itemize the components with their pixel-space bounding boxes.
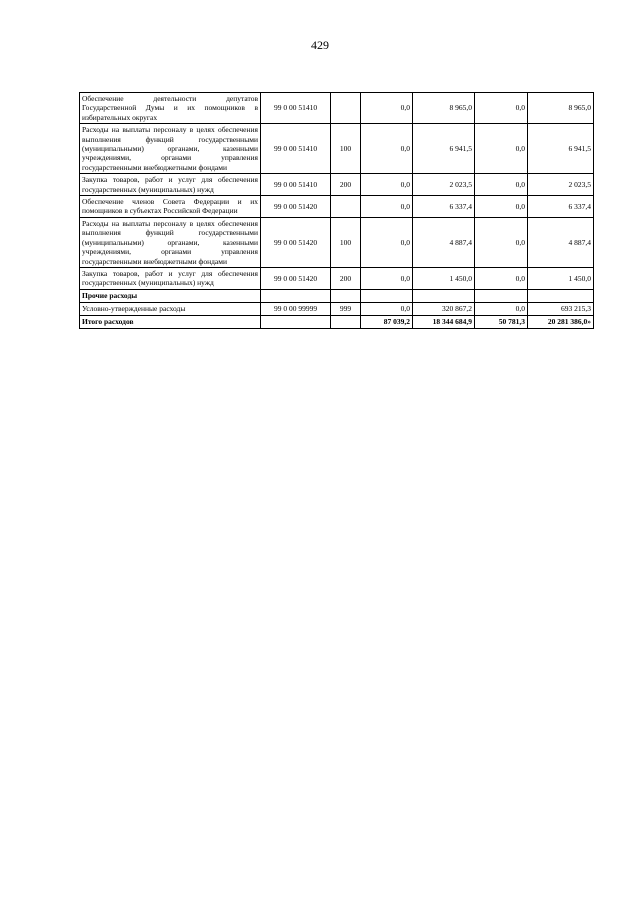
row-value-2: 6 941,5 (413, 124, 475, 174)
total-row (80, 315, 594, 328)
row-value-2: 18 344 684,9 (413, 315, 475, 328)
row-value-2 (413, 289, 475, 302)
row-name: Условно-утвержденные расходы (80, 302, 261, 315)
row-name: Итого расходов (80, 315, 261, 328)
row-value-3: 0,0 (475, 217, 528, 267)
row-value-3: 0,0 (475, 174, 528, 196)
row-value-4 (528, 289, 594, 302)
row-vr: 200 (331, 174, 361, 196)
row-vr: 999 (331, 302, 361, 315)
row-value-2: 8 965,0 (413, 93, 475, 124)
table-row (80, 217, 594, 267)
table-row (80, 93, 594, 124)
row-name: Расходы на выплаты персоналу в целях обеспечения выполнения функций государственными (муниципальными) органами, казенными учреждениями, органами управления государственными внебюджетными фондами (80, 217, 261, 267)
row-vr (331, 315, 361, 328)
row-code (261, 289, 331, 302)
row-value-4: 8 965,0 (528, 93, 594, 124)
row-vr: 100 (331, 217, 361, 267)
row-value-1: 0,0 (361, 174, 413, 196)
row-value-2: 1 450,0 (413, 267, 475, 289)
row-code: 99 0 00 51410 (261, 174, 331, 196)
table-row (80, 174, 594, 196)
row-vr: 200 (331, 267, 361, 289)
page-number: 429 (311, 38, 329, 52)
table-body (80, 93, 594, 329)
row-code: 99 0 00 51420 (261, 267, 331, 289)
expenditure-table (79, 92, 594, 329)
row-code: 99 0 00 51420 (261, 217, 331, 267)
row-vr: 100 (331, 124, 361, 174)
row-value-2: 4 887,4 (413, 217, 475, 267)
row-value-1: 0,0 (361, 196, 413, 218)
row-vr (331, 196, 361, 218)
row-value-4: 1 450,0 (528, 267, 594, 289)
table-row (80, 267, 594, 289)
row-value-3: 0,0 (475, 196, 528, 218)
row-value-4: 4 887,4 (528, 217, 594, 267)
row-vr (331, 289, 361, 302)
table-row (80, 302, 594, 315)
row-name: Обеспечение деятельности депутатов Государственной Думы и их помощников в избирательных округах (80, 93, 261, 124)
row-code: 99 0 00 99999 (261, 302, 331, 315)
row-value-1: 0,0 (361, 267, 413, 289)
row-code (261, 315, 331, 328)
row-value-2: 320 867,2 (413, 302, 475, 315)
row-name: Прочие расходы (80, 289, 261, 302)
table-row (80, 124, 594, 174)
row-value-4: 2 023,5 (528, 174, 594, 196)
row-value-1: 87 039,2 (361, 315, 413, 328)
row-value-2: 2 023,5 (413, 174, 475, 196)
row-value-1: 0,0 (361, 302, 413, 315)
row-code: 99 0 00 51410 (261, 124, 331, 174)
row-name: Закупка товаров, работ и услуг для обеспечения государственных (муниципальных) нужд (80, 174, 261, 196)
row-value-1: 0,0 (361, 93, 413, 124)
row-name: Расходы на выплаты персоналу в целях обеспечения выполнения функций государственными (муниципальными) органами, казенными учреждениями, органами управления государственными внебюджетными фондами (80, 124, 261, 174)
table-row (80, 196, 594, 218)
row-value-1 (361, 289, 413, 302)
row-value-4: 6 941,5 (528, 124, 594, 174)
row-code: 99 0 00 51410 (261, 93, 331, 124)
row-value-3: 50 781,3 (475, 315, 528, 328)
row-value-4: 693 215,3 (528, 302, 594, 315)
row-value-4: 20 281 386,0» (528, 315, 594, 328)
row-value-3 (475, 289, 528, 302)
row-value-3: 0,0 (475, 93, 528, 124)
row-value-1: 0,0 (361, 124, 413, 174)
section-row (80, 289, 594, 302)
row-value-4: 6 337,4 (528, 196, 594, 218)
row-value-3: 0,0 (475, 267, 528, 289)
row-name: Обеспечение членов Совета Федерации и их помощников в субъектах Российской Федерации (80, 196, 261, 218)
row-code: 99 0 00 51420 (261, 196, 331, 218)
row-value-3: 0,0 (475, 302, 528, 315)
row-value-1: 0,0 (361, 217, 413, 267)
row-value-3: 0,0 (475, 124, 528, 174)
row-name: Закупка товаров, работ и услуг для обеспечения государственных (муниципальных) нужд (80, 267, 261, 289)
row-vr (331, 93, 361, 124)
row-value-2: 6 337,4 (413, 196, 475, 218)
